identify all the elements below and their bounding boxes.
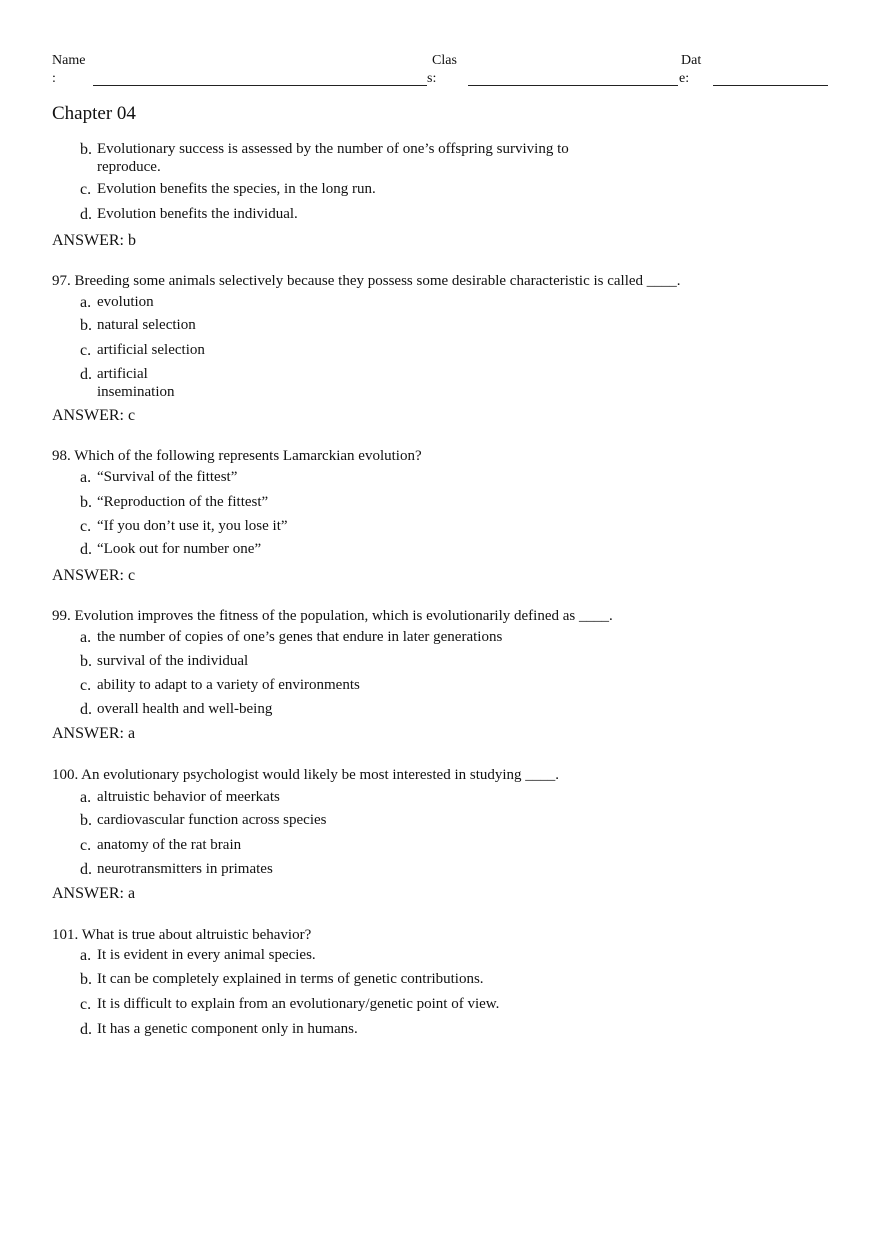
option-text: anatomy of the rat brain bbox=[97, 837, 242, 853]
option-letter: b. bbox=[80, 812, 92, 829]
question-stem: 101. What is true about altruistic behavior? bbox=[52, 927, 312, 943]
option-text: survival of the individual bbox=[97, 653, 249, 669]
option-letter: c. bbox=[80, 342, 92, 359]
option-letter: a. bbox=[80, 789, 92, 806]
option-letter: a. bbox=[80, 947, 92, 964]
name-label: Name bbox=[52, 53, 86, 68]
option-letter: b. bbox=[80, 317, 92, 334]
option-text: the number of copies of one’s genes that endure in later generations bbox=[97, 629, 503, 645]
option-text: cardiovascular function across species bbox=[97, 812, 327, 828]
chapter-title: Chapter 04 bbox=[52, 103, 136, 124]
class-field-line[interactable] bbox=[468, 85, 678, 86]
option-letter: c. bbox=[80, 837, 92, 854]
option-text: natural selection bbox=[97, 317, 196, 333]
option-text: It is evident in every animal species. bbox=[97, 947, 316, 963]
class-label-suffix: s: bbox=[427, 71, 437, 86]
option-letter: d. bbox=[80, 701, 92, 718]
option-letter: a. bbox=[80, 469, 92, 486]
question-stem: 99. Evolution improves the fitness of the population, which is evolutionarily defined as ____. bbox=[52, 608, 613, 624]
option-text: artificial selection bbox=[97, 342, 205, 358]
option-text: It can be completely explained in terms of genetic contributions. bbox=[97, 971, 484, 987]
option-text: altruistic behavior of meerkats bbox=[97, 789, 280, 805]
option-text: Evolution benefits the individual. bbox=[97, 206, 298, 222]
answer-line: ANSWER: c bbox=[52, 407, 136, 424]
option-letter: d. bbox=[80, 541, 92, 558]
date-label: Dat bbox=[681, 53, 702, 68]
option-text: It has a genetic component only in humans. bbox=[97, 1021, 358, 1037]
option-text: “Survival of the fittest” bbox=[97, 469, 238, 485]
option-letter: b. bbox=[80, 971, 92, 988]
option-letter: a. bbox=[80, 294, 92, 311]
option-text: “Look out for number one” bbox=[97, 541, 262, 557]
option-letter: a. bbox=[80, 629, 92, 646]
option-text: neurotransmitters in primates bbox=[97, 861, 273, 877]
option-letter: d. bbox=[80, 206, 92, 223]
option-text: Evolution benefits the species, in the long run. bbox=[97, 181, 376, 197]
answer-line: ANSWER: a bbox=[52, 885, 136, 902]
answer-line: ANSWER: a bbox=[52, 725, 136, 742]
option-text: artificial insemination bbox=[97, 366, 175, 400]
option-text: It is difficult to explain from an evolutionary/genetic point of view. bbox=[97, 996, 500, 1012]
option-text: evolution bbox=[97, 294, 154, 310]
option-text: “Reproduction of the fittest” bbox=[97, 494, 269, 510]
answer-line: ANSWER: c bbox=[52, 567, 136, 584]
option-letter: b. bbox=[80, 653, 92, 670]
option-text: Evolutionary success is assessed by the number of one’s offspring surviving to reproduce. bbox=[97, 141, 569, 175]
question-stem: 100. An evolutionary psychologist would likely be most interested in studying ____. bbox=[52, 767, 560, 783]
option-text: ability to adapt to a variety of environments bbox=[97, 677, 360, 693]
option-letter: b. bbox=[80, 494, 92, 511]
answer-line: ANSWER: b bbox=[52, 232, 136, 249]
option-text: “If you don’t use it, you lose it” bbox=[97, 518, 288, 534]
question-stem: 98. Which of the following represents Lamarckian evolution? bbox=[52, 448, 422, 464]
name-label-colon: : bbox=[52, 71, 56, 86]
option-letter: c. bbox=[80, 996, 92, 1013]
date-label-suffix: e: bbox=[679, 71, 690, 86]
option-text: overall health and well-being bbox=[97, 701, 273, 717]
date-field-line[interactable] bbox=[713, 85, 828, 86]
option-letter: b. bbox=[80, 141, 92, 158]
option-letter: d. bbox=[80, 1021, 92, 1038]
option-letter: d. bbox=[80, 366, 92, 383]
option-letter: d. bbox=[80, 861, 92, 878]
name-field-line[interactable] bbox=[93, 85, 427, 86]
class-label: Clas bbox=[432, 53, 457, 68]
option-letter: c. bbox=[80, 677, 92, 694]
option-letter: c. bbox=[80, 181, 92, 198]
question-stem: 97. Breeding some animals selectively because they possess some desirable characteristic is called ____. bbox=[52, 273, 681, 289]
option-letter: c. bbox=[80, 518, 92, 535]
